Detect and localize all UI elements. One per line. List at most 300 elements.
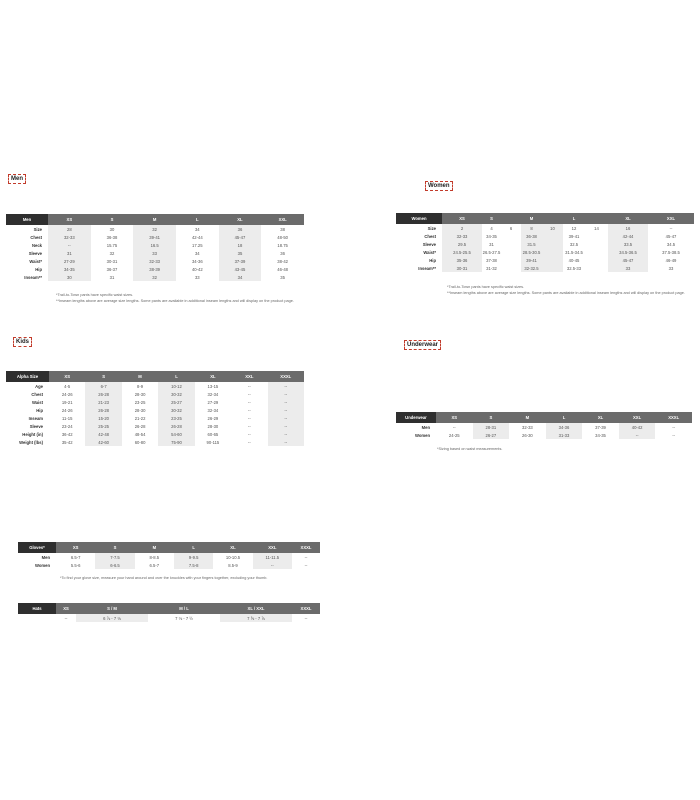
- table-cell: [542, 240, 563, 248]
- gloves-col-header: XL: [213, 542, 252, 553]
- table-cell: 18: [219, 241, 262, 249]
- row-label: Size: [33, 226, 42, 232]
- table-cell: --: [247, 383, 251, 389]
- women-heading: Women: [425, 181, 453, 191]
- table-cell: 23-24: [61, 423, 73, 429]
- table-cell: 28-31: [473, 423, 510, 431]
- table-cell: 24-25: [448, 432, 460, 438]
- gloves-header-row: [18, 542, 320, 553]
- table-cell: 34: [194, 250, 200, 256]
- table-cell: 16.5: [133, 241, 176, 249]
- table-cell: 7.5-8: [174, 561, 213, 569]
- table-cell: 6-6.5: [95, 561, 134, 569]
- table-cell: --: [268, 414, 304, 422]
- table-cell: 34: [219, 273, 262, 281]
- table-row: [18, 553, 320, 561]
- women-col-header: [542, 213, 563, 224]
- table-cell: 35-36: [442, 256, 482, 264]
- table-row: [6, 438, 304, 446]
- table-cell: 33: [194, 274, 200, 280]
- table-cell: 6-7: [85, 382, 121, 390]
- gloves-col-header: L: [174, 542, 213, 553]
- table-cell: 39-41: [133, 233, 176, 241]
- table-cell: 30-31: [106, 258, 118, 264]
- table-cell: 5.5-6: [70, 562, 81, 568]
- table-row: [396, 431, 692, 439]
- table-row: [396, 232, 694, 240]
- table-cell: 8-8.5: [149, 554, 160, 560]
- row-label: Chest: [424, 233, 436, 239]
- table-cell: 7-7.5: [95, 553, 134, 561]
- table-cell: 38: [280, 226, 285, 232]
- table-row: [6, 390, 304, 398]
- kids-col-header: Alpha Size: [6, 371, 49, 382]
- table-cell: --: [247, 407, 251, 413]
- table-cell: 26.5-27.5: [482, 249, 501, 255]
- table-cell: 11-15: [62, 415, 73, 421]
- table-cell: --: [268, 430, 304, 438]
- table-cell: 30: [109, 226, 115, 232]
- table-cell: 54-60: [158, 430, 194, 438]
- table-cell: --: [669, 225, 673, 231]
- men-col-header: XS: [48, 214, 91, 225]
- table-cell: 34.5-36.5: [608, 248, 648, 256]
- table-cell: [585, 248, 608, 256]
- table-cell: --: [268, 390, 304, 398]
- table-cell: 33: [608, 264, 648, 272]
- row-label: Men: [421, 424, 430, 430]
- row-label: Women: [34, 562, 50, 568]
- table-cell: 42-44: [191, 234, 203, 240]
- table-cell: 35-42: [61, 439, 73, 445]
- table-cell: 2: [442, 224, 482, 232]
- table-cell: [542, 232, 563, 240]
- row-label: Women: [414, 432, 430, 438]
- table-cell: 9-9.5: [174, 553, 213, 561]
- table-cell: 36-42: [61, 431, 73, 437]
- table-cell: 35: [280, 274, 285, 280]
- men-notes: [56, 292, 306, 304]
- table-cell: 31.5: [521, 240, 542, 248]
- underwear-header-row: [396, 412, 692, 423]
- table-cell: --: [247, 415, 251, 421]
- underwear-col-header: XL: [582, 412, 619, 423]
- table-cell: 40-42: [191, 266, 203, 272]
- table-cell: 46-49: [665, 257, 677, 263]
- table-cell: 26-27: [473, 431, 510, 439]
- underwear-col-header: Underwear: [396, 412, 436, 423]
- table-cell: 48-54: [134, 431, 146, 437]
- women-col-header: XL: [608, 213, 648, 224]
- women-notes: [447, 284, 695, 296]
- table-cell: 29.5: [442, 240, 482, 248]
- underwear-col-header: L: [546, 412, 583, 423]
- women-size-table: [396, 213, 694, 272]
- table-cell: 45-47: [219, 233, 262, 241]
- table-cell: 25-25: [85, 422, 121, 430]
- women-header-row: [396, 213, 694, 224]
- table-cell: 32-34: [207, 407, 219, 413]
- row-label: Sleeve: [422, 241, 436, 247]
- table-cell: 6.5-7: [70, 554, 81, 560]
- women-col-header: [585, 213, 608, 224]
- table-cell: 38-42: [277, 258, 288, 264]
- row-label: Inseam**: [418, 265, 436, 271]
- table-cell: [501, 248, 521, 256]
- table-cell: 26-28: [158, 422, 194, 430]
- kids-heading: Kids: [13, 337, 32, 347]
- table-cell: 27-29: [48, 257, 91, 265]
- table-cell: 30-32: [158, 406, 194, 414]
- table-cell: [585, 232, 608, 240]
- table-cell: 33: [668, 265, 674, 271]
- table-cell: 32: [109, 250, 115, 256]
- table-cell: 28-30: [207, 423, 219, 429]
- table-cell: --: [247, 423, 251, 429]
- table-cell: 43-45: [219, 265, 262, 273]
- table-cell: 26-29: [207, 415, 219, 421]
- table-cell: 24-26: [61, 407, 73, 413]
- table-row: [6, 233, 304, 241]
- table-cell: 24.5-25.5: [442, 248, 482, 256]
- table-cell: 30: [48, 273, 91, 281]
- underwear-col-header: XXL: [619, 412, 656, 423]
- table-row: [6, 257, 304, 265]
- kids-col-header: XXXL: [268, 371, 304, 382]
- row-label: Inseam: [28, 415, 43, 421]
- table-row: [6, 225, 304, 233]
- table-cell: 13-15: [207, 383, 219, 389]
- table-cell: [542, 264, 563, 272]
- row-label: Size: [427, 225, 436, 231]
- table-row: [6, 241, 304, 249]
- table-cell: 32-33: [442, 232, 482, 240]
- table-cell: 11-11.5: [253, 553, 292, 561]
- table-cell: 10-12: [158, 382, 194, 390]
- table-cell: [542, 248, 563, 256]
- table-cell: 38-39: [133, 265, 176, 273]
- underwear-col-header: XXXL: [655, 412, 692, 423]
- table-cell: 31-33: [546, 431, 583, 439]
- kids-header-row: [6, 371, 304, 382]
- row-label: Waist*: [423, 249, 436, 255]
- women-col-header: Women: [396, 213, 442, 224]
- table-row: [6, 382, 304, 390]
- kids-col-header: M: [122, 371, 158, 382]
- table-cell: [501, 240, 521, 248]
- table-cell: 35: [219, 249, 262, 257]
- table-row: [396, 256, 694, 264]
- table-cell: 30-31: [442, 264, 482, 272]
- table-cell: 6: [509, 225, 513, 231]
- table-cell: 23-25: [134, 399, 146, 405]
- gloves-notes: [60, 575, 320, 581]
- women-col-header: L: [563, 213, 585, 224]
- table-cell: 8: [521, 224, 542, 232]
- row-label: Men: [41, 554, 50, 560]
- table-cell: 26-28: [85, 406, 121, 414]
- table-cell: 23-25: [158, 414, 194, 422]
- table-cell: 31: [489, 241, 494, 247]
- underwear-col-header: XS: [436, 412, 473, 423]
- row-label: Waist*: [29, 258, 42, 264]
- hats-size-table: [18, 603, 320, 622]
- underwear-col-header: M: [509, 412, 546, 423]
- table-cell: --: [452, 424, 456, 430]
- table-row: [6, 422, 304, 430]
- gloves-col-header: Gloves*: [18, 542, 56, 553]
- table-cell: 32-34: [207, 391, 219, 397]
- table-cell: 40-42: [619, 423, 656, 431]
- men-col-header: XXL: [261, 214, 304, 225]
- men-note-2: **Inseam lengths above are average size lengths. Some pants are available in additional inseam lengths and will display on the product page.: [56, 299, 294, 303]
- table-cell: 6 ⅞ - 7 ⅛: [76, 614, 148, 622]
- men-col-header: Men: [6, 214, 48, 225]
- table-cell: 6.5-7: [149, 562, 160, 568]
- table-cell: 37.5-38.5: [662, 249, 680, 255]
- table-cell: 26-30: [522, 432, 533, 438]
- table-cell: --: [672, 424, 676, 430]
- table-cell: 15.75: [106, 242, 118, 248]
- men-col-header: L: [176, 214, 219, 225]
- table-cell: 21-23: [85, 398, 121, 406]
- gloves-size-table: [18, 542, 320, 569]
- table-cell: 4: [490, 225, 493, 231]
- kids-col-header: XL: [195, 371, 231, 382]
- table-cell: --: [247, 399, 251, 405]
- table-cell: 4-5: [64, 383, 71, 389]
- table-cell: [585, 256, 608, 264]
- row-label: Inseam**: [24, 274, 42, 280]
- men-note-1: *Trail-to-Town pants have specific waist sizes.: [56, 293, 134, 297]
- hats-col-header: Hats: [18, 603, 56, 614]
- table-cell: 34-35: [486, 233, 497, 239]
- women-note-1: *Trail-to-Town pants have specific waist sizes.: [447, 285, 525, 289]
- table-cell: 15-20: [85, 414, 121, 422]
- row-label: Sleeve: [28, 250, 42, 256]
- men-col-header: S: [91, 214, 134, 225]
- table-cell: 37-38: [486, 257, 497, 263]
- table-row: [6, 406, 304, 414]
- table-cell: 32-33: [133, 257, 176, 265]
- table-cell: 45-47: [608, 256, 648, 264]
- table-cell: 34-35: [595, 432, 606, 438]
- table-cell: 28: [48, 225, 91, 233]
- table-cell: 48-50: [277, 234, 288, 240]
- table-cell: --: [247, 431, 251, 437]
- women-col-header: [501, 213, 521, 224]
- table-cell: 10-10.5: [225, 554, 241, 560]
- table-cell: 32-33: [522, 424, 533, 430]
- table-cell: 34-35: [48, 265, 91, 273]
- row-label: Hip: [35, 266, 42, 272]
- table-cell: 34-36: [191, 258, 203, 264]
- table-cell: 32-33: [48, 233, 91, 241]
- table-cell: 32: [133, 225, 176, 233]
- kids-col-header: XXL: [231, 371, 267, 382]
- women-col-header: XS: [442, 213, 482, 224]
- table-cell: --: [268, 406, 304, 414]
- hats-col-header: XS: [56, 603, 76, 614]
- table-cell: [585, 264, 608, 272]
- table-cell: --: [268, 382, 304, 390]
- table-cell: [501, 264, 521, 272]
- table-cell: [501, 256, 521, 264]
- table-row: [396, 240, 694, 248]
- women-col-header: XXL: [648, 213, 694, 224]
- table-row: [6, 430, 304, 438]
- women-note-2: **Inseam lengths above are average size lengths. Some pants are available in additional inseam lengths and will display on the product page.: [447, 291, 685, 295]
- table-row: [6, 398, 304, 406]
- underwear-notes: [437, 446, 687, 452]
- table-cell: 10: [542, 224, 563, 232]
- table-cell: 25-27: [158, 398, 194, 406]
- table-cell: 39-41: [568, 233, 580, 239]
- table-cell: 16: [608, 224, 648, 232]
- table-cell: 32: [133, 273, 176, 281]
- kids-col-header: L: [158, 371, 194, 382]
- table-cell: --: [253, 561, 292, 569]
- row-label: Waist: [31, 399, 43, 405]
- table-cell: 60-80: [134, 439, 146, 445]
- row-label: Chest: [30, 234, 42, 240]
- table-cell: --: [48, 241, 91, 249]
- table-cell: 36-37: [106, 266, 118, 272]
- gloves-col-header: XXXL: [292, 542, 320, 553]
- table-cell: 33.5: [608, 240, 648, 248]
- underwear-col-header: S: [473, 412, 510, 423]
- table-cell: 45-47: [665, 233, 677, 239]
- table-cell: 36: [280, 250, 285, 256]
- table-cell: 34: [194, 226, 200, 232]
- table-cell: 34-36: [546, 423, 583, 431]
- kids-size-table: [6, 371, 304, 446]
- table-cell: 7 ⅛ - 7 ½: [175, 615, 193, 621]
- table-row: [6, 414, 304, 422]
- table-cell: [501, 232, 521, 240]
- row-label: Height (in): [22, 431, 43, 437]
- table-cell: 42-48: [85, 430, 121, 438]
- underwear-note-1: *Sizing based on waist measurements.: [437, 447, 503, 451]
- table-cell: 24-26: [61, 391, 73, 397]
- table-cell: --: [304, 562, 308, 568]
- table-cell: --: [619, 431, 656, 439]
- table-row: [396, 224, 694, 232]
- kids-col-header: XS: [49, 371, 85, 382]
- table-cell: 37-39: [219, 257, 262, 265]
- table-cell: [585, 240, 608, 248]
- gloves-col-header: XS: [56, 542, 95, 553]
- table-cell: 31: [48, 249, 91, 257]
- table-cell: 42-44: [608, 232, 648, 240]
- table-row: [6, 265, 304, 273]
- table-row: [396, 248, 694, 256]
- table-cell: 30-32: [158, 390, 194, 398]
- table-row: [6, 273, 304, 281]
- table-cell: 19-21: [61, 399, 73, 405]
- women-col-header: S: [482, 213, 501, 224]
- table-cell: --: [247, 439, 251, 445]
- row-label: Age: [35, 383, 43, 389]
- table-row: [396, 264, 694, 272]
- table-cell: --: [247, 391, 251, 397]
- gloves-note-1: *To find your glove size, measure your hand around and over the knuckles with your fingers together, excluding your thumb.: [60, 576, 268, 580]
- table-cell: 34.5: [666, 241, 676, 247]
- table-cell: 36: [219, 225, 262, 233]
- table-cell: 26-28: [134, 423, 146, 429]
- men-heading: Men: [8, 174, 26, 184]
- table-row: [396, 423, 692, 431]
- underwear-heading: Underwear: [404, 340, 441, 350]
- row-label: Sleeve: [29, 423, 43, 429]
- table-cell: 36-38: [106, 234, 118, 240]
- men-header-row: [6, 214, 304, 225]
- table-cell: [542, 256, 563, 264]
- men-col-header: XL: [219, 214, 262, 225]
- gloves-col-header: XXL: [253, 542, 292, 553]
- table-cell: 17.25: [192, 242, 203, 248]
- kids-col-header: S: [85, 371, 121, 382]
- table-cell: 32.5-33: [566, 265, 582, 271]
- table-cell: 31.5-34.5: [565, 249, 583, 255]
- row-label: Weight (lbs): [19, 439, 43, 445]
- row-label: [18, 614, 56, 622]
- table-cell: 46-48: [277, 266, 288, 272]
- table-cell: 36-38: [521, 232, 542, 240]
- table-cell: 26-28: [85, 390, 121, 398]
- gloves-col-header: M: [135, 542, 174, 553]
- row-label: Neck: [31, 242, 42, 248]
- table-cell: 75-90: [158, 438, 194, 446]
- table-row: [6, 249, 304, 257]
- table-cell: --: [304, 615, 308, 621]
- table-cell: 28-30: [134, 391, 146, 397]
- table-cell: --: [268, 398, 304, 406]
- women-col-header: M: [521, 213, 542, 224]
- hats-header-row: [18, 603, 320, 614]
- table-cell: 28-30: [134, 407, 146, 413]
- table-row: [18, 561, 320, 569]
- row-label: Hip: [429, 257, 436, 263]
- row-label: Hip: [36, 407, 43, 413]
- hats-col-header: XXXL: [292, 603, 320, 614]
- table-row: [18, 614, 320, 622]
- table-cell: --: [672, 432, 676, 438]
- table-cell: 27-29: [207, 399, 219, 405]
- table-cell: 14: [594, 225, 599, 231]
- table-cell: 32-32.5: [521, 264, 542, 272]
- table-cell: 31: [109, 274, 115, 280]
- table-cell: 31-32: [486, 265, 497, 271]
- men-col-header: M: [133, 214, 176, 225]
- table-cell: --: [64, 615, 68, 621]
- table-cell: 7 ⅝ - 7 ⅞: [220, 614, 292, 622]
- table-cell: 21-22: [134, 415, 146, 421]
- table-cell: 18.75: [277, 242, 288, 248]
- table-cell: 37-39: [595, 424, 606, 430]
- table-cell: 12: [571, 225, 577, 231]
- table-cell: --: [268, 422, 304, 430]
- gloves-col-header: S: [95, 542, 134, 553]
- hats-col-header: M / L: [148, 603, 220, 614]
- row-label: Chest: [31, 391, 43, 397]
- men-size-table: [6, 214, 304, 281]
- table-cell: 32.5: [569, 241, 579, 247]
- table-cell: --: [304, 554, 308, 560]
- underwear-size-table: [396, 412, 692, 439]
- table-cell: 42-60: [85, 438, 121, 446]
- table-cell: 33: [133, 249, 176, 257]
